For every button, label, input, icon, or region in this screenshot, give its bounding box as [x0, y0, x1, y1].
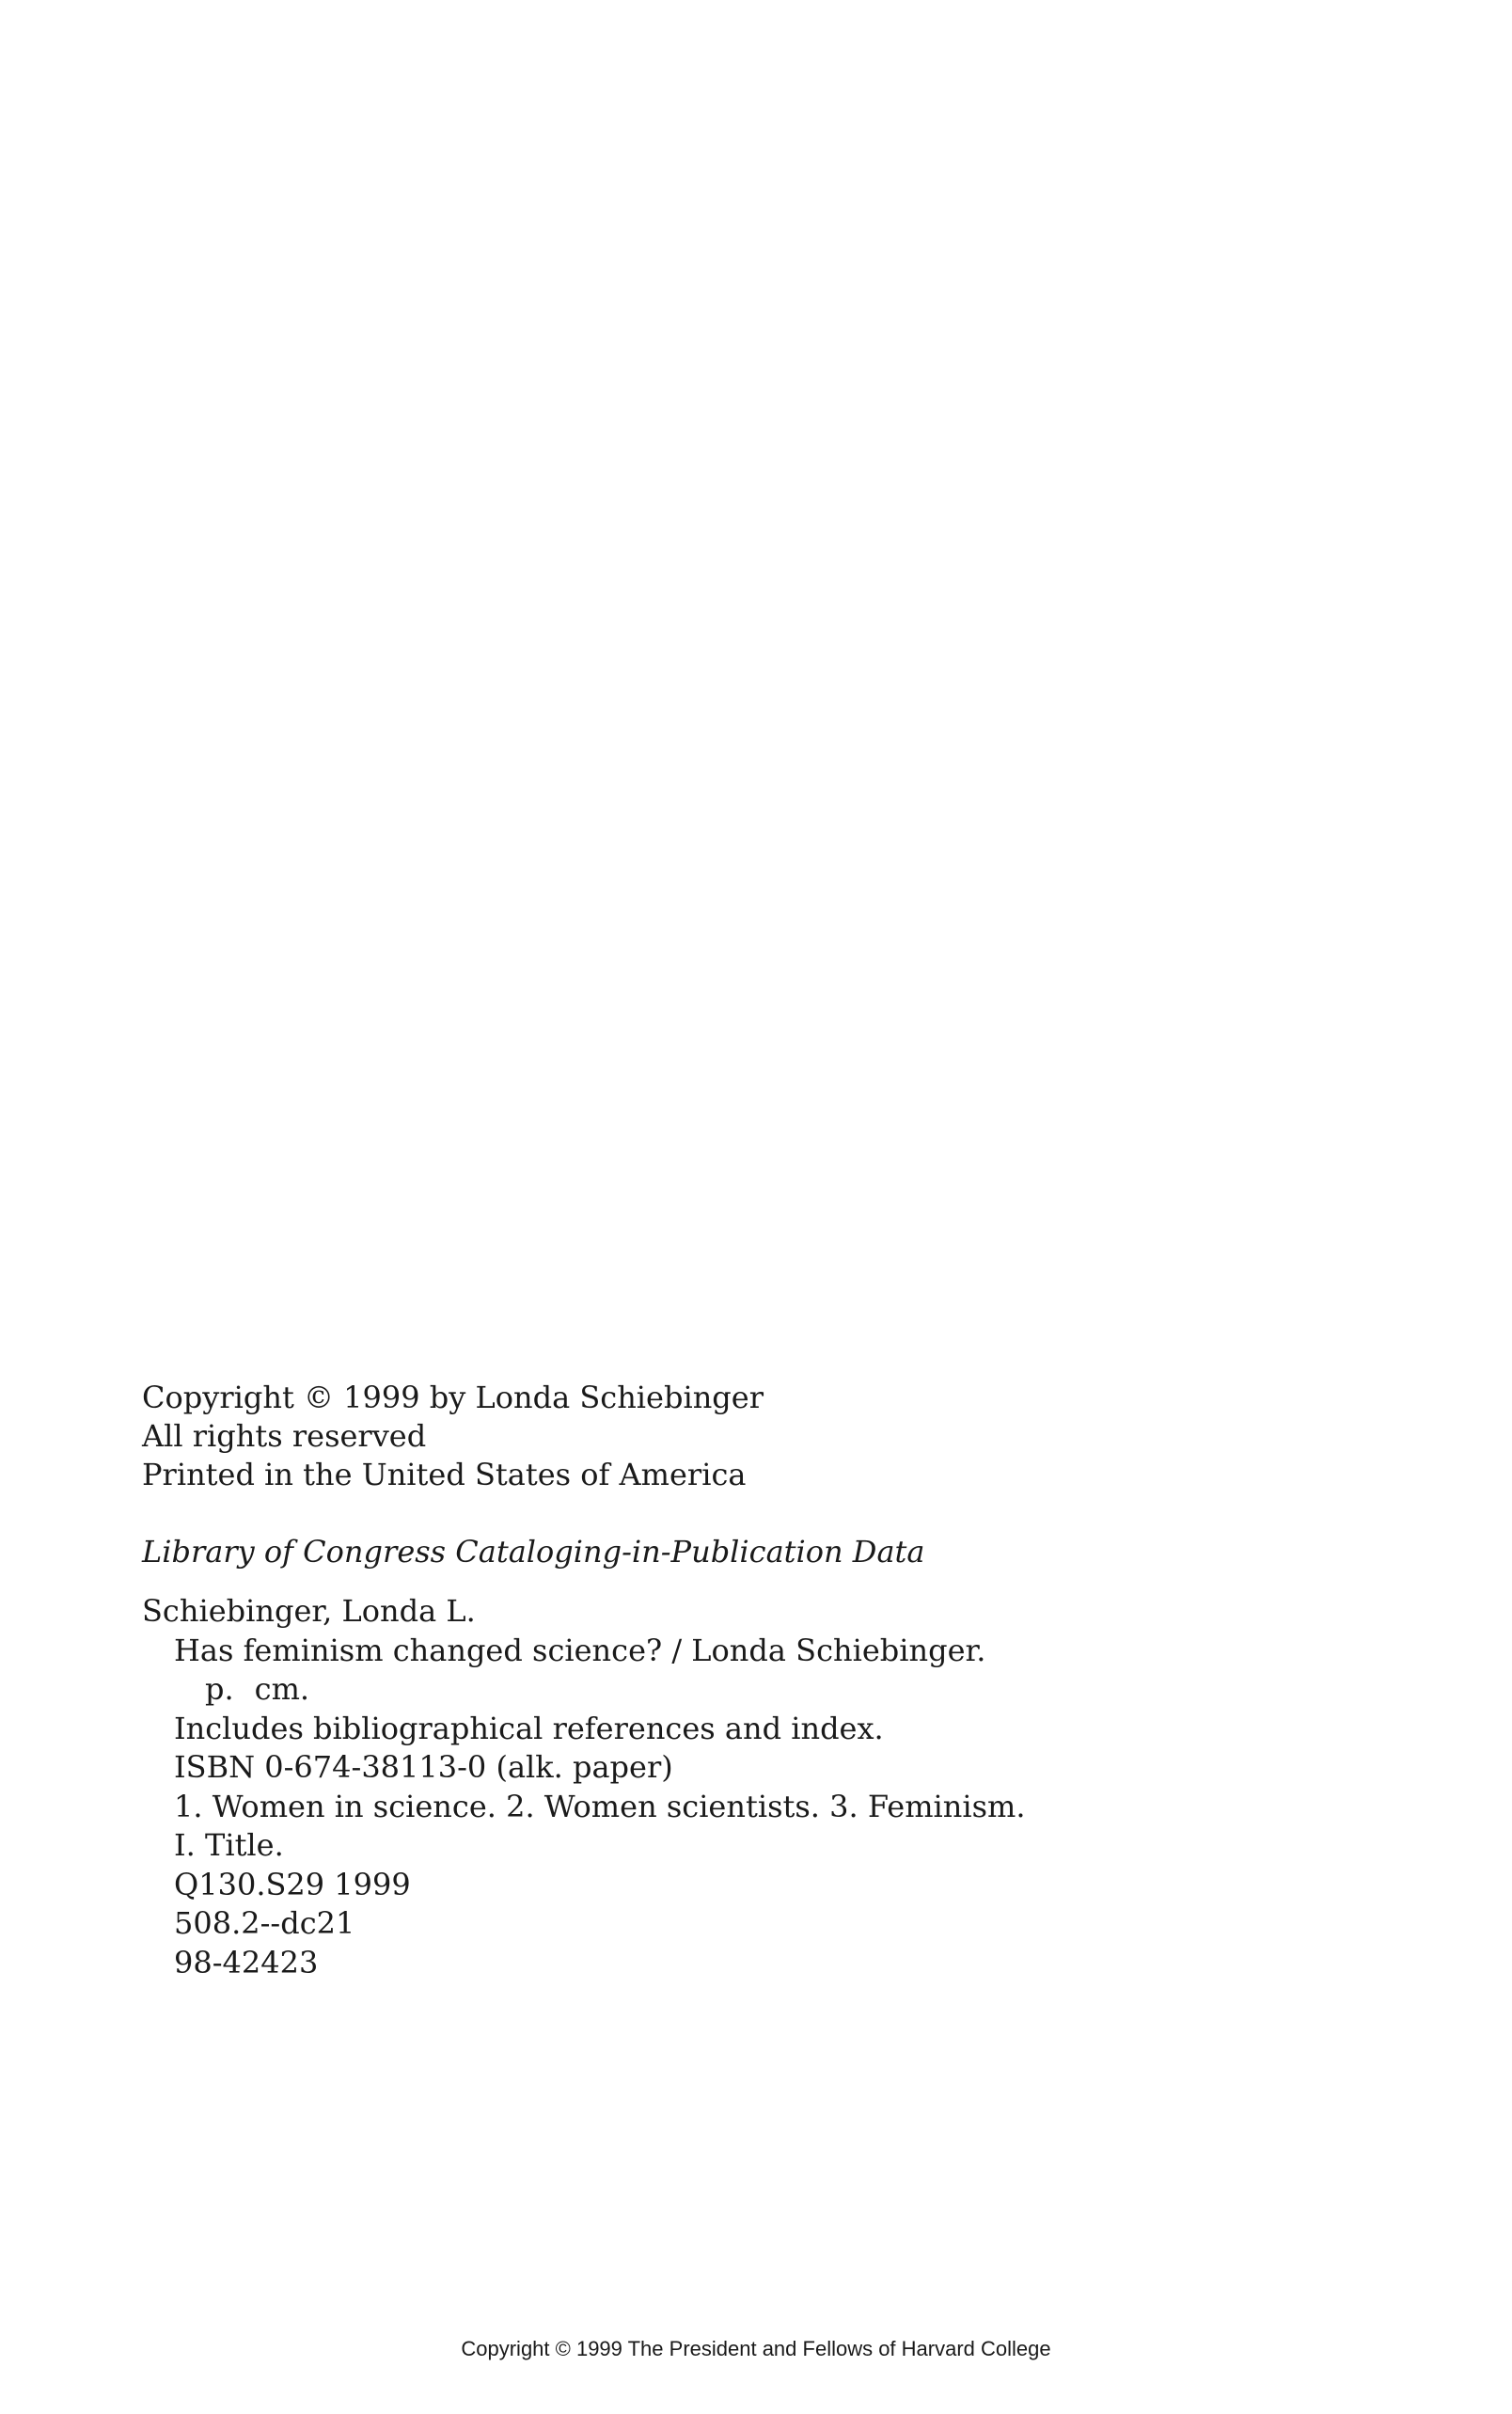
printed-in-line: Printed in the United States of America — [142, 1457, 747, 1492]
cip-heading: Library of Congress Cataloging-in-Publication Data — [142, 1534, 925, 1570]
rights-reserved-line: All rights reserved — [142, 1418, 427, 1454]
cip-author: Schiebinger, Londa L. — [142, 1593, 476, 1629]
cip-lc-call-number: Q130.S29 1999 — [174, 1866, 411, 1902]
cip-title-statement: Has feminism changed science? / Londa Schiebinger. — [174, 1632, 986, 1668]
cip-size-label: cm. — [254, 1671, 310, 1707]
cip-physical-description — [142, 1670, 1026, 1710]
cip-dewey-number: 508.2--dc21 — [174, 1905, 355, 1941]
footer-copyright: Copyright © 1999 The President and Fellows of Harvard College — [461, 2337, 1051, 2360]
cip-isbn: ISBN 0-674-38113-0 (alk. paper) — [174, 1749, 673, 1785]
copyright-notice — [142, 1379, 764, 1494]
cip-pages-label: p. — [205, 1671, 234, 1707]
cip-subjects: 1. Women in science. 2. Women scientists. 3. Feminism. — [174, 1788, 1026, 1824]
copyright-line: Copyright © 1999 by Londa Schiebinger — [142, 1380, 764, 1415]
cip-title-entry: I. Title. — [174, 1827, 284, 1863]
cip-lccn: 98-42423 — [174, 1944, 319, 1980]
cip-notes: Includes bibliographical references and index. — [174, 1710, 884, 1746]
cip-record — [142, 1592, 1026, 1982]
